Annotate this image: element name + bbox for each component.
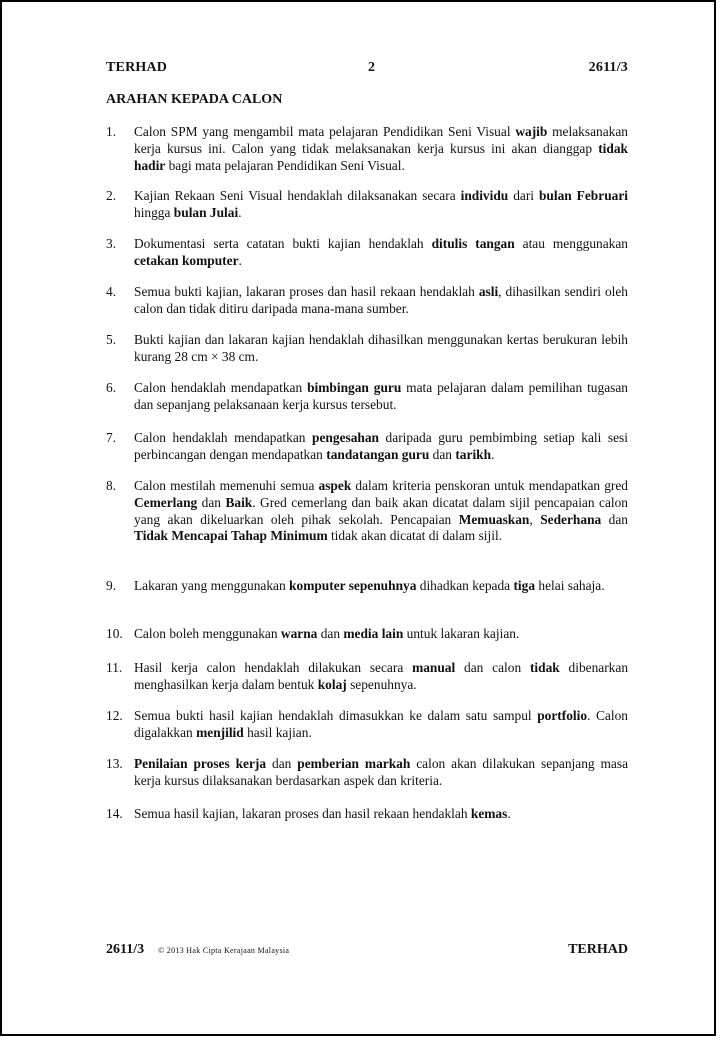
emphasis-text: komputer sepenuhnya xyxy=(289,578,417,593)
instruction-text xyxy=(134,430,628,464)
emphasis-text: Penilaian proses kerja xyxy=(134,756,267,771)
text-segment: Calon mestilah memenuhi semua xyxy=(134,478,319,493)
text-segment: dan xyxy=(601,511,629,527)
instruction-item xyxy=(106,756,628,790)
page-header xyxy=(106,60,628,76)
instruction-text xyxy=(134,284,628,318)
footer-classification: TERHAD xyxy=(568,942,628,957)
instruction-item xyxy=(106,660,628,694)
instruction-item xyxy=(106,708,628,742)
instruction-text xyxy=(134,380,628,414)
text-segment: tidak akan dicatat di dalam sijil. xyxy=(327,528,503,544)
instruction-text xyxy=(134,124,628,174)
instruction-text xyxy=(134,578,628,595)
emphasis-text: ditulis tangan xyxy=(431,236,515,251)
instruction-number: 5. xyxy=(106,332,117,347)
instruction-number: 1. xyxy=(106,124,117,139)
instruction-item xyxy=(106,188,628,222)
emphasis-text: Cemerlang xyxy=(134,494,198,510)
emphasis-text: pengesahan xyxy=(312,430,380,445)
emphasis-text: cetakan komputer xyxy=(134,252,239,268)
text-segment: Semua bukti hasil kajian hendaklah dimasukkan ke dalam satu sampul xyxy=(134,708,538,723)
header-page-number: 2 xyxy=(368,60,376,75)
header-paper-code: 2611/3 xyxy=(588,60,628,75)
instruction-number: 6. xyxy=(106,380,117,395)
text-segment: dari xyxy=(508,188,539,203)
instruction-number: 9. xyxy=(106,578,117,593)
instruction-item xyxy=(106,806,628,823)
text-segment: Lakaran yang menggunakan xyxy=(134,578,290,593)
text-segment: . Calon digalakkan xyxy=(134,708,628,740)
text-segment: , dihasilkan sendiri oleh calon dan tidak ditiru daripada mana-mana sumber. xyxy=(134,284,628,316)
emphasis-text: Sederhana xyxy=(540,511,602,527)
text-segment: Calon SPM yang mengambil mata pelajaran Pendidikan Seni Visual xyxy=(134,124,516,139)
instruction-item xyxy=(106,478,628,545)
instruction-item xyxy=(106,578,628,595)
emphasis-text: tidak xyxy=(529,660,560,675)
emphasis-text: asli xyxy=(478,284,499,299)
text-segment: Semua bukti kajian, lakaran proses dan hasil rekaan hendaklah xyxy=(134,284,479,299)
instruction-number: 8. xyxy=(106,478,117,493)
text-segment: Bukti kajian dan lakaran kajian hendaklah dihasilkan menggunakan kertas berukuran lebih kurang 28 cm × 38 cm. xyxy=(134,332,628,364)
instruction-text xyxy=(134,188,628,222)
text-segment: dan xyxy=(317,626,344,641)
emphasis-text: wajib xyxy=(515,124,548,139)
emphasis-text: kemas xyxy=(470,806,508,821)
instruction-text xyxy=(134,478,628,545)
text-segment: Calon hendaklah mendapatkan xyxy=(134,430,313,445)
text-segment: . xyxy=(491,446,495,462)
text-segment: bagi mata pelajaran Pendidikan Seni Visual. xyxy=(165,157,405,173)
emphasis-text: pemberian markah xyxy=(297,756,411,771)
text-segment: dan xyxy=(197,494,226,510)
text-segment: , xyxy=(529,511,541,527)
emphasis-text: aspek xyxy=(318,478,352,493)
emphasis-text: Baik xyxy=(225,494,253,510)
emphasis-text: warna xyxy=(280,626,318,641)
instruction-text xyxy=(134,660,628,694)
text-segment: dan xyxy=(429,446,456,462)
emphasis-text: tidak hadir xyxy=(134,140,628,173)
emphasis-text: tarikh xyxy=(455,446,492,462)
text-segment: Calon hendaklah mendapatkan xyxy=(134,380,308,395)
emphasis-text: bulan Julai xyxy=(173,204,239,220)
text-segment: . xyxy=(238,204,242,220)
instruction-number: 11. xyxy=(106,660,123,675)
text-segment: melaksanakan kerja kursus ini. Calon yang tidak melaksanakan kerja kursus ini akan dianggap xyxy=(134,124,628,156)
instruction-item xyxy=(106,124,628,174)
instruction-item xyxy=(106,236,628,270)
instruction-text xyxy=(134,756,628,790)
emphasis-text: kolaj xyxy=(317,676,347,692)
text-segment: dan calon xyxy=(455,660,530,675)
text-segment: helai sahaja. xyxy=(535,578,605,593)
instruction-item xyxy=(106,430,628,464)
emphasis-text: tiga xyxy=(513,578,536,593)
emphasis-text: menjilid xyxy=(196,724,244,740)
text-segment: atau menggunakan xyxy=(514,236,628,251)
text-segment: sepenuhnya. xyxy=(346,676,417,692)
text-segment: mata pelajaran dalam pemilihan tugasan dan sepanjang pelaksanaan kerja kursus tersebut. xyxy=(134,380,628,412)
text-segment: . Gred cemerlang dan baik akan dicatat dalam sijil pencapaian calon yang akan dikeluarkan oleh pihak sekolah. Pencapaian xyxy=(134,494,628,527)
page-footer xyxy=(106,940,628,958)
text-segment: Calon boleh menggunakan xyxy=(134,626,281,641)
text-segment: hasil kajian. xyxy=(243,724,312,740)
text-segment: calon akan dilakukan sepanjang masa kerja kursus dilaksanakan berdasarkan aspek dan kriteria. xyxy=(134,756,629,788)
instruction-text xyxy=(134,806,628,823)
instruction-number: 4. xyxy=(106,284,117,299)
text-segment: Hasil kerja calon hendaklah dilakukan secara xyxy=(134,660,413,675)
emphasis-text: bimbingan guru xyxy=(307,380,402,395)
emphasis-text: tandatangan guru xyxy=(326,446,430,462)
text-segment: dalam kriteria penskoran untuk mendapatkan gred xyxy=(351,478,628,493)
text-segment: . xyxy=(238,252,242,268)
footer-paper-code: 2611/3 xyxy=(106,942,145,957)
instruction-number: 12. xyxy=(106,708,123,723)
header-classification: TERHAD xyxy=(106,60,168,75)
text-segment: Semua hasil kajian, lakaran proses dan hasil rekaan hendaklah xyxy=(134,806,471,821)
emphasis-text: portfolio xyxy=(537,708,588,723)
instruction-number: 7. xyxy=(106,430,117,445)
emphasis-text: Tidak Mencapai Tahap Minimum xyxy=(134,528,328,544)
instruction-text xyxy=(134,332,628,366)
text-segment: dan xyxy=(266,756,298,771)
text-segment: . xyxy=(507,806,511,821)
emphasis-text: bulan Februari xyxy=(538,188,628,203)
instruction-item xyxy=(106,332,628,366)
text-segment: hingga xyxy=(134,204,174,220)
instruction-item xyxy=(106,380,628,414)
emphasis-text: individu xyxy=(460,188,509,203)
text-segment: Dokumentasi serta catatan bukti kajian hendaklah xyxy=(134,236,432,251)
instruction-number: 3. xyxy=(106,236,117,251)
instruction-item xyxy=(106,284,628,318)
instruction-number: 2. xyxy=(106,188,117,203)
emphasis-text: Memuaskan xyxy=(458,511,530,527)
text-segment: dibenarkan menghasilkan kerja dalam bentuk xyxy=(134,660,629,692)
text-segment: untuk lakaran kajian. xyxy=(403,626,520,641)
text-segment: daripada guru pembimbing setiap kali sesi perbincangan dengan mendapatkan xyxy=(134,430,628,462)
instruction-number: 10. xyxy=(106,626,123,641)
instruction-text xyxy=(134,708,628,742)
footer-left xyxy=(106,940,289,958)
instruction-number: 13. xyxy=(106,756,123,771)
emphasis-text: media lain xyxy=(343,626,404,641)
instruction-number: 14. xyxy=(106,806,123,821)
text-segment: dihadkan kepada xyxy=(416,578,514,593)
instruction-text xyxy=(134,626,628,643)
footer-copyright: © 2013 Hak Cipta Kerajaan Malaysia xyxy=(158,946,290,955)
instruction-item xyxy=(106,626,628,643)
instruction-text xyxy=(134,236,628,270)
page-title: ARAHAN KEPADA CALON xyxy=(106,92,283,107)
text-segment: Kajian Rekaan Seni Visual hendaklah dilaksanakan secara xyxy=(134,188,461,203)
emphasis-text: manual xyxy=(412,660,456,675)
